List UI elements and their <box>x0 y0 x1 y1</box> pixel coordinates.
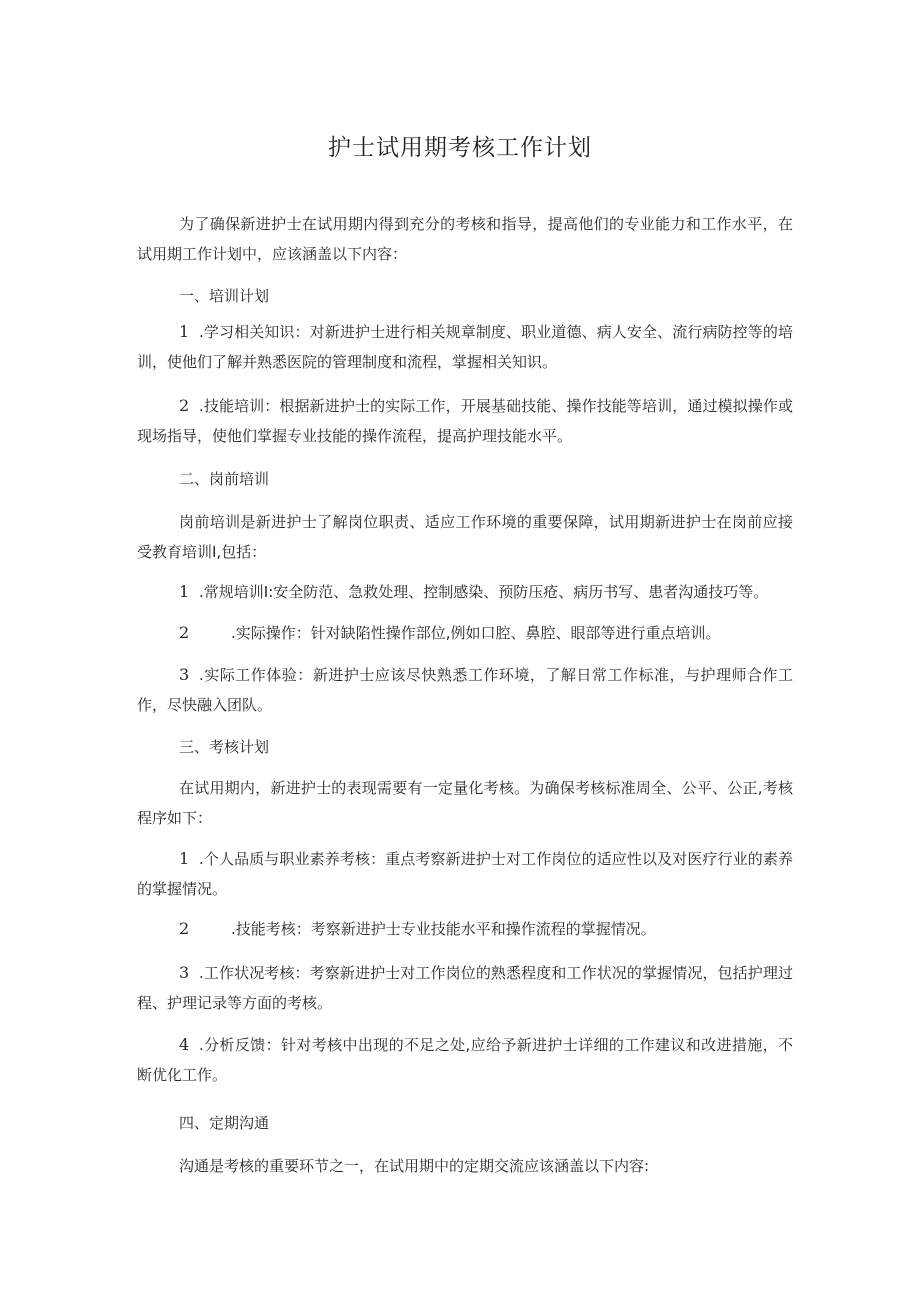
section-paragraph: 岗前培训是新进护士了解岗位职责、适应工作环境的重要保障，试用期新进护士在岗前应接受教育培训Ⅰ,包括： <box>137 513 793 561</box>
item-number: 2 <box>179 919 190 938</box>
item-number: 3 <box>179 665 190 684</box>
item-text: .学习相关知识：对新进护士进行相关规章制度、职业道德、病人安全、流行病防控等的培训，使他们了解并熟悉医院的管理制度和流程，掌握相关知识。 <box>137 323 793 371</box>
section-heading-pre-job-training: 二、岗前培训 <box>179 470 270 488</box>
item-text: .实际操作：针对缺陷性操作部位,例如口腔、鼻腔、眼部等进行重点培训。 <box>231 624 721 642</box>
list-item <box>137 914 793 944</box>
list-item <box>137 660 793 720</box>
list-item <box>137 1030 793 1090</box>
item-text: .个人品质与职业素养考核：重点考察新进护士对工作岗位的适应性以及对医疗行业的素养的掌握情况。 <box>137 850 793 898</box>
section-heading-assessment-plan: 三、考核计划 <box>179 738 270 756</box>
item-number: 3 <box>179 963 190 982</box>
intro-paragraph: 为了确保新进护士在试用期内得到充分的考核和指导，提高他们的专业能力和工作水平，在试用期工作计划中，应该涵盖以下内容： <box>137 215 793 263</box>
list-item <box>137 844 793 904</box>
item-number: 2 <box>179 396 190 415</box>
item-number: 4 <box>179 1035 190 1054</box>
item-number: 1 <box>179 582 190 601</box>
list-item <box>137 577 793 607</box>
item-text: .常规培训Ⅰ:安全防范、急救处理、控制感染、预防压疮、病历书写、患者沟通技巧等。 <box>199 583 769 601</box>
list-item <box>137 391 793 451</box>
list-item <box>137 618 793 648</box>
section-paragraph: 沟通是考核的重要环节之一，在试用期中的定期交流应该涵盖以下内容: <box>179 1157 650 1175</box>
item-text: .分析反馈：针对考核中出现的不足之处,应给予新进护士详细的工作建议和改进措施，不断优化工作。 <box>137 1036 793 1084</box>
list-item <box>137 317 793 377</box>
item-number: 2 <box>179 623 190 642</box>
list-item <box>137 958 793 1018</box>
item-number: 1 <box>179 322 190 341</box>
section-paragraph: 在试用期内，新进护士的表现需要有一定量化考核。为确保考核标准周全、公平、公正,考核程序如下： <box>137 779 793 827</box>
item-text: .工作状况考核：考察新进护士对工作岗位的熟悉程度和工作状况的掌握情况，包括护理过程、护理记录等方面的考核。 <box>137 964 793 1012</box>
item-number: 1 <box>179 849 190 868</box>
item-text: .技能培训：根据新进护士的实际工作，开展基础技能、操作技能等培训，通过模拟操作或现场指导，使他们掌握专业技能的操作流程，提高护理技能水平。 <box>137 397 793 445</box>
section-heading-regular-communication: 四、定期沟通 <box>179 1114 270 1132</box>
section-heading-training-plan: 一、培训计划 <box>179 287 270 305</box>
item-text: .技能考核：考察新进护士专业技能水平和操作流程的掌握情况。 <box>231 920 656 938</box>
document-title: 护士试用期考核工作计划 <box>328 135 592 161</box>
item-text: .实际工作体验：新进护士应该尽快熟悉工作环境，了解日常工作标准，与护理师合作工作，尽快融入团队。 <box>137 666 793 714</box>
